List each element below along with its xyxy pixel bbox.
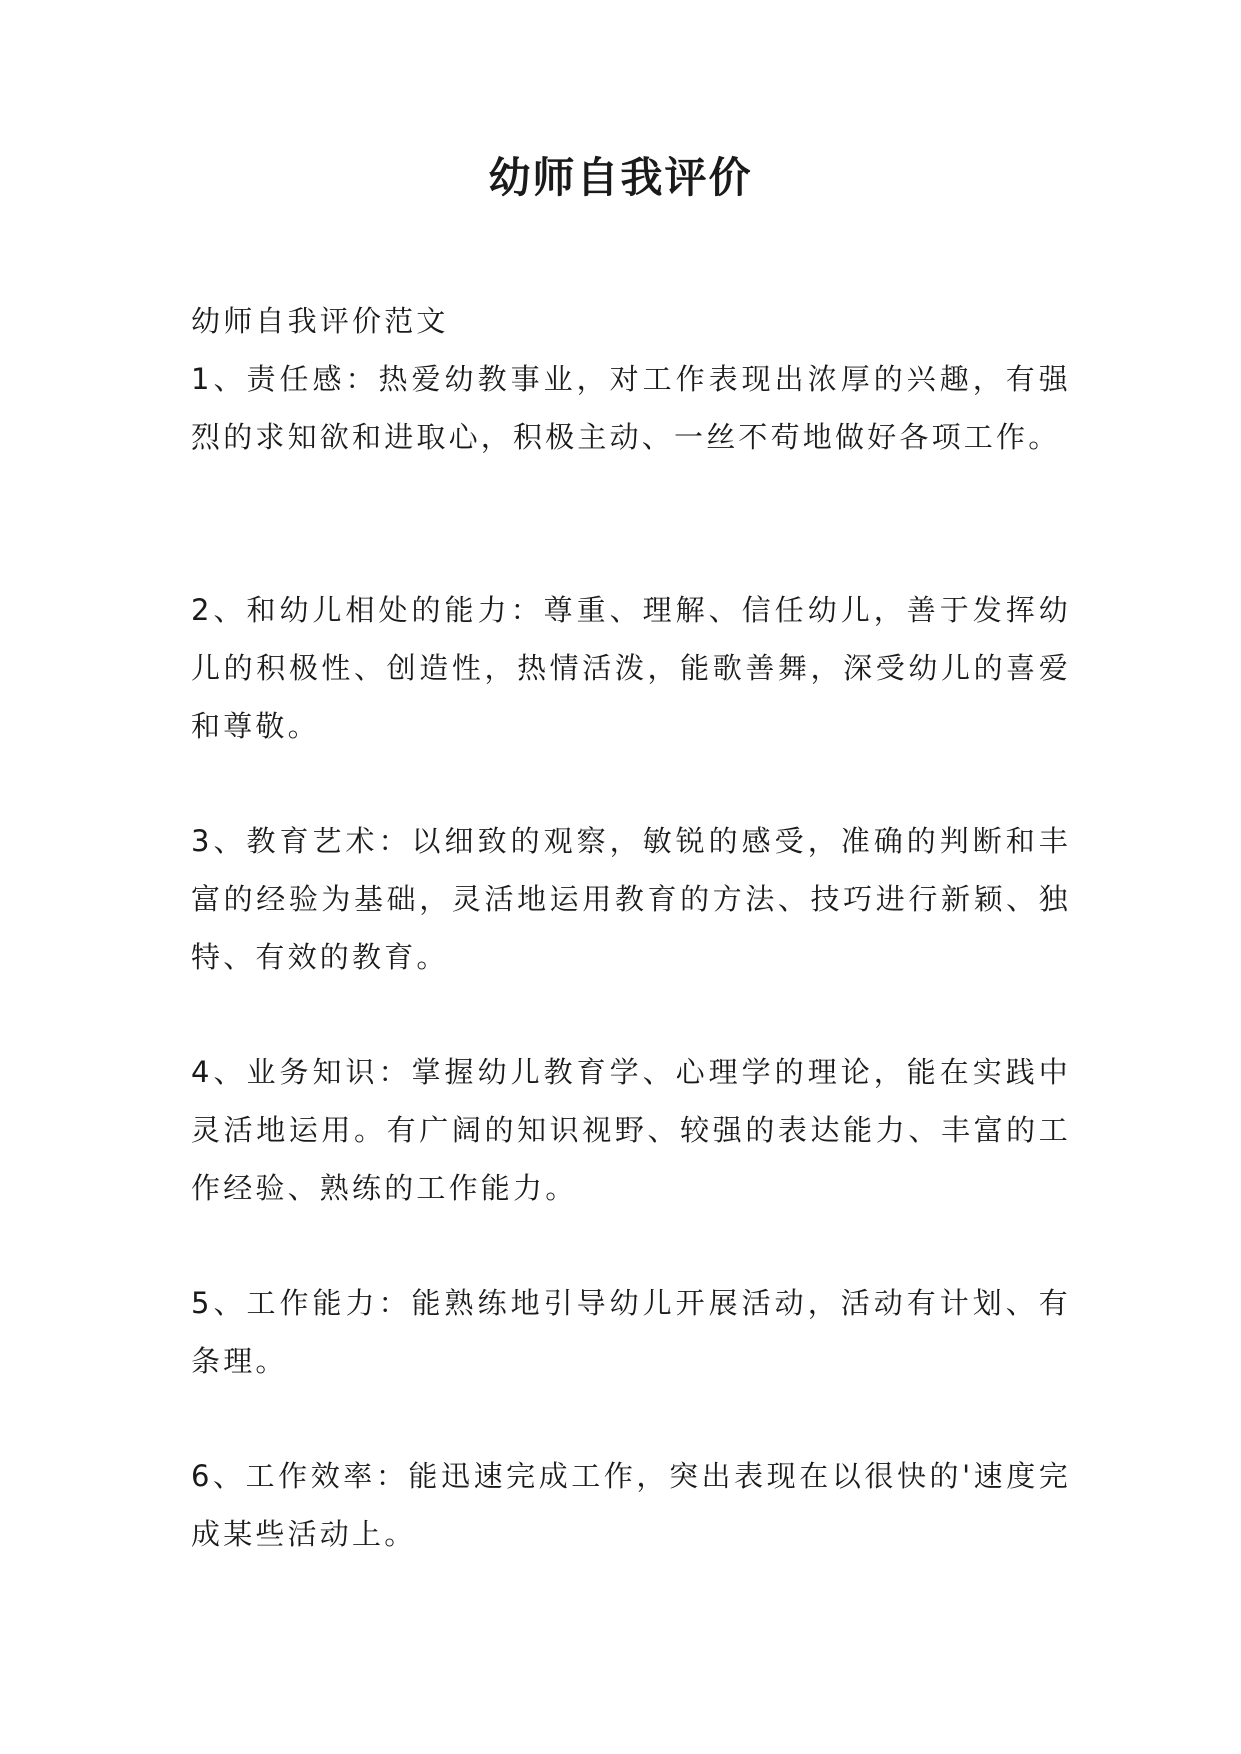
paragraph-responsibility: 1、责任感：热爱幼教事业，对工作表现出浓厚的兴趣，有强烈的求知欲和进取心，积极主动、一丝不苟地做好各项工作。 [191, 362, 1071, 454]
paragraph-education-art: 3、教育艺术：以细致的观察，敏锐的感受，准确的判断和丰富的经验为基础，灵活地运用教育的方法、技巧进行新颖、独特、有效的教育。 [191, 824, 1071, 974]
paragraph-work-efficiency: 6、工作效率：能迅速完成工作，突出表现在以很快的'速度完成某些活动上。 [191, 1459, 1071, 1551]
document-title: 幼师自我评价 [488, 153, 753, 202]
paragraph-work-ability: 5、工作能力：能熟练地引导幼儿开展活动，活动有计划、有条理。 [191, 1286, 1071, 1378]
paragraph-professional-knowledge: 4、业务知识：掌握幼儿教育学、心理学的理论，能在实践中灵活地运用。有广阔的知识视野、较强的表达能力、丰富的工作经验、熟练的工作能力。 [191, 1055, 1071, 1205]
document-subtitle: 幼师自我评价范文 [191, 304, 449, 338]
paragraph-child-relations: 2、和幼儿相处的能力：尊重、理解、信任幼儿，善于发挥幼儿的积极性、创造性，热情活泼，能歌善舞，深受幼儿的喜爱和尊敬。 [191, 593, 1071, 743]
